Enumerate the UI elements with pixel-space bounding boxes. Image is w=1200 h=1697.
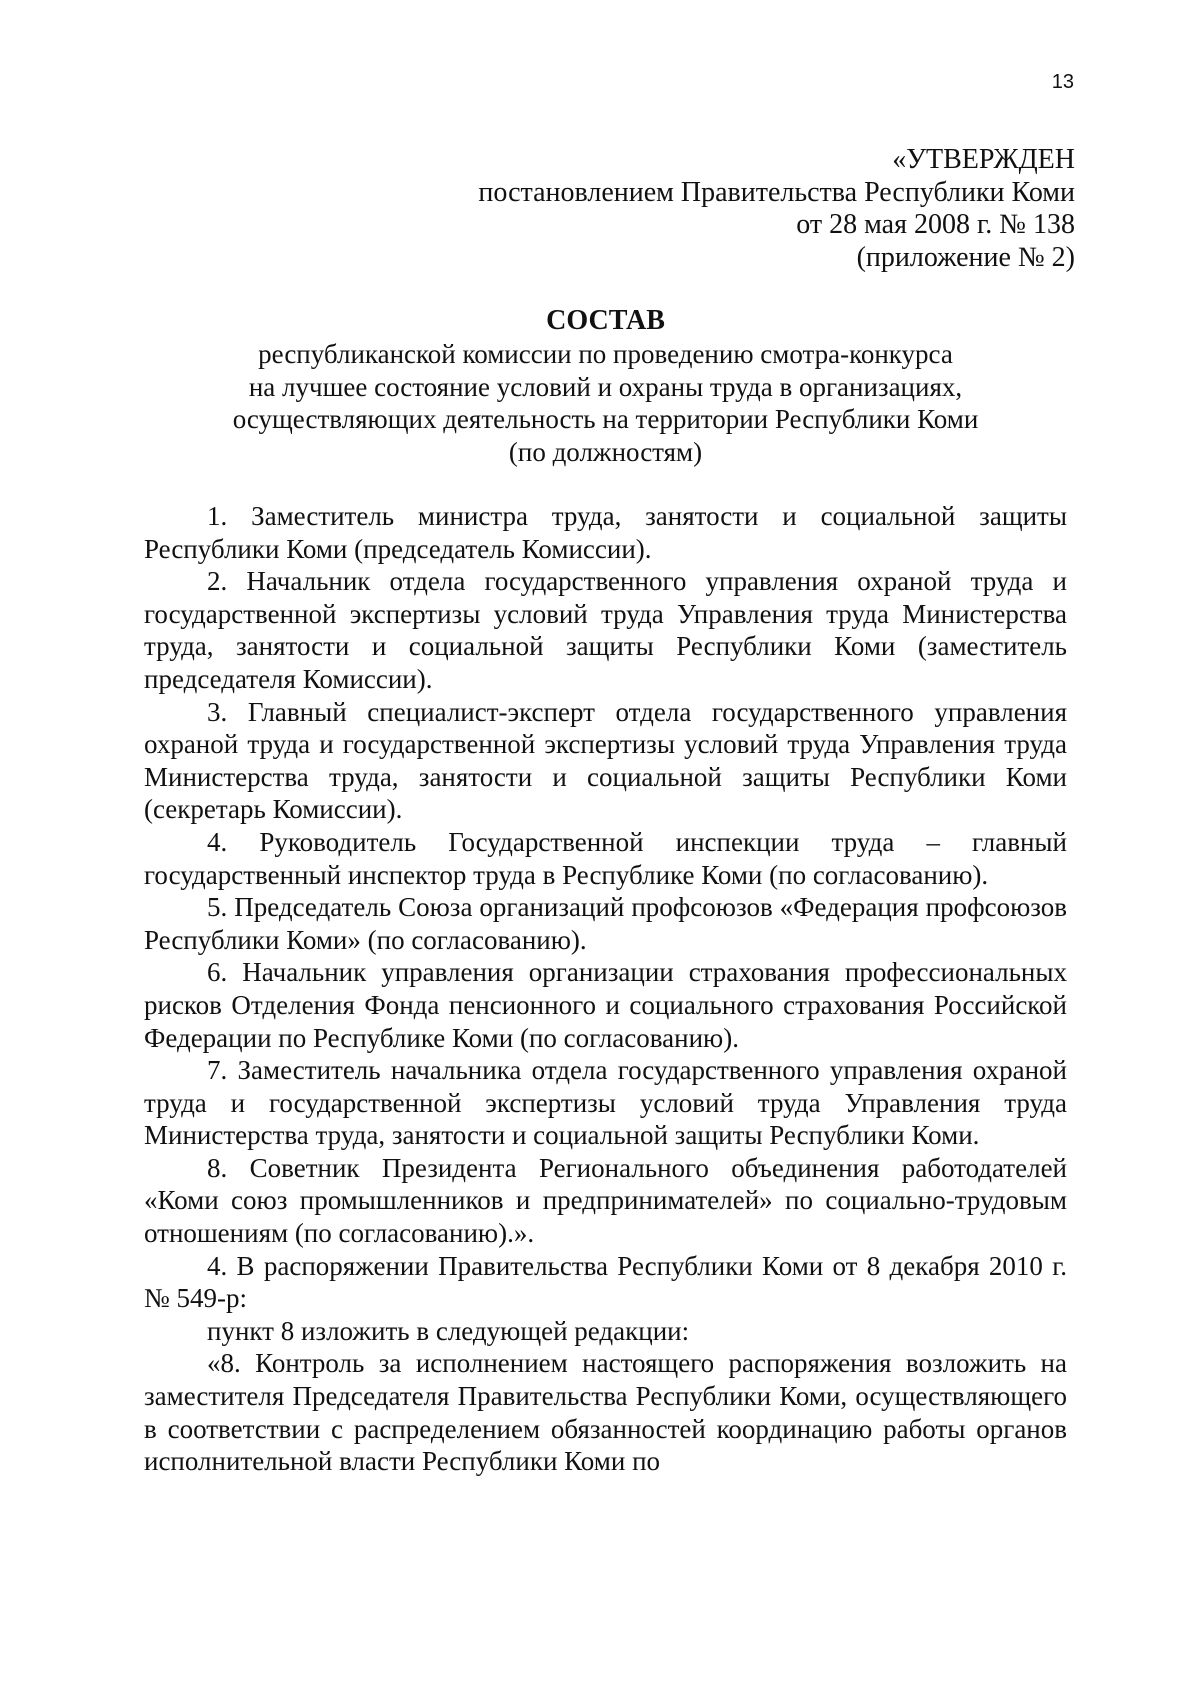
- approval-line-approved: «УТВЕРЖДЕН: [892, 144, 1075, 175]
- heading-line-2: на лучшее состояние условий и охраны труда в организациях,: [248, 371, 963, 402]
- clause-point-8-text: «8. Контроль за исполнением настоящего распоряжения возложить на заместителя Председателя Правительства Республики Коми, осуществляющего в соответствии с распределением обязанностей координацию работы органов исполнительной власти Республики Коми по: [144, 1348, 1067, 1477]
- page-number: 13: [1051, 71, 1074, 93]
- document-body: [144, 500, 1067, 1478]
- list-item-5: 5. Председатель Союза организаций профсоюзов «Федерация профсоюзов Республики Коми» (по согласованию).: [144, 892, 1067, 955]
- heading-line-1: республиканской комиссии по проведению смотра-конкурса: [258, 339, 953, 369]
- list-item-6: 6. Начальник управления организации страхования профессиональных рисков Отделения Фонда пенсионного и социального страхования Российской Федерации по Республике Коми (по согласованию).: [144, 957, 1067, 1053]
- approval-stamp-block: [478, 144, 1075, 274]
- clause-point-8-instruction: пункт 8 изложить в следующей редакции:: [207, 1315, 690, 1346]
- document-heading: [144, 304, 1067, 468]
- list-item-7: 7. Заместитель начальника отдела государственного управления охраной труда и государственной экспертизы условий труда Управления труда Министерства труда, занятости и социальной защиты Республики Коми.: [144, 1055, 1067, 1151]
- list-item-4: 4. Руководитель Государственной инспекции труда – главный государственный инспектор труда в Республике Коми (по согласованию).: [144, 826, 1067, 890]
- approval-line-resolution: постановлением Правительства Республики Коми: [478, 176, 1075, 208]
- list-item-8: 8. Советник Президента Регионального объединения работодателей «Коми союз промышленников и предпринимателей» по социально-трудовым отношениям (по согласованию).».: [144, 1152, 1067, 1249]
- list-item-1: 1. Заместитель министра труда, занятости и социальной защиты Республики Коми (председатель Комиссии).: [144, 501, 1067, 564]
- approval-line-appendix: (приложение № 2): [856, 241, 1075, 273]
- clause-4-paragraph: 4. В распоряжении Правительства Республики Коми от 8 декабря 2010 г. № 549-р:: [144, 1250, 1067, 1314]
- list-item-2: 2. Начальник отдела государственного управления охраной труда и государственной экспертизы условий труда Управления труда Министерства труда, занятости и социальной защиты Республики Коми (заместитель председателя Комиссии).: [144, 566, 1067, 694]
- heading-line-3: осуществляющих деятельность на территории Республики Коми: [232, 404, 979, 434]
- approval-line-date: от 28 мая 2008 г. № 138: [796, 209, 1075, 240]
- heading-line-4: (по должностям): [508, 436, 703, 467]
- list-item-3: 3. Главный специалист-эксперт отдела государственного управления охраной труда и государственной экспертизы условий труда Управления труда Министерства труда, занятости и социальной защиты Республики Коми (секретарь Комиссии).: [144, 696, 1067, 825]
- document-title: СОСТАВ: [546, 305, 665, 336]
